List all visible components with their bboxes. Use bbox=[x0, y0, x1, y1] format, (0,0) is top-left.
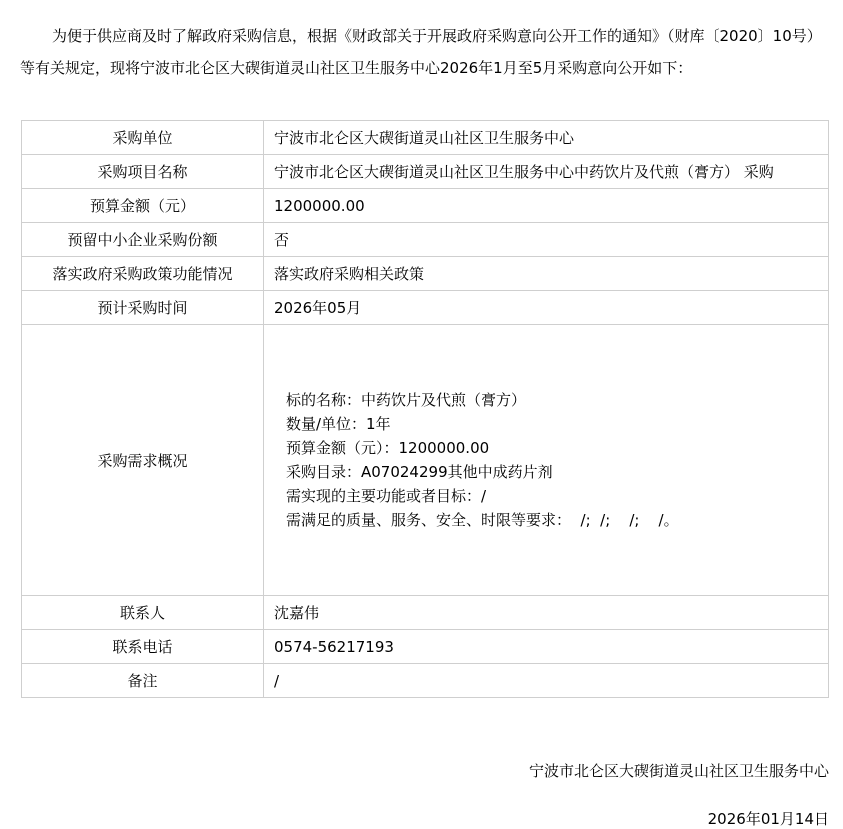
row-label-project-name: 采购项目名称 bbox=[22, 155, 264, 189]
row-label-contact: 联系人 bbox=[22, 596, 264, 630]
row-value-sme-share: 否 bbox=[264, 223, 829, 257]
row-value-contact: 沈嘉伟 bbox=[264, 596, 829, 630]
row-label-remarks: 备注 bbox=[22, 664, 264, 698]
row-label-budget: 预算金额（元） bbox=[22, 189, 264, 223]
table-row bbox=[22, 630, 829, 664]
row-label-phone: 联系电话 bbox=[22, 630, 264, 664]
requirement-line-quantity: 数量/单位：1年 bbox=[286, 415, 391, 433]
row-value-remarks: / bbox=[264, 664, 829, 698]
table-row bbox=[22, 291, 829, 325]
footer-organization: 宁波市北仑区大碶街道灵山社区卫生服务中心 bbox=[528, 762, 829, 780]
row-value-requirements bbox=[264, 325, 829, 596]
row-value-policy: 落实政府采购相关政策 bbox=[264, 257, 829, 291]
requirement-line-budget: 预算金额（元）：1200000.00 bbox=[286, 439, 490, 457]
row-label-requirements: 采购需求概况 bbox=[22, 325, 264, 596]
row-value-budget: 1200000.00 bbox=[264, 189, 829, 223]
requirement-line-quality: 需满足的质量、服务、安全、时限等要求： /; /; /; /。 bbox=[286, 511, 679, 529]
row-label-sme-share: 预留中小企业采购份额 bbox=[22, 223, 264, 257]
row-label-expected-time: 预计采购时间 bbox=[22, 291, 264, 325]
requirement-line-catalog: 采购目录：A07024299其他中成药片剂 bbox=[286, 463, 553, 481]
requirements-list bbox=[274, 388, 818, 532]
table-row bbox=[22, 189, 829, 223]
table-row bbox=[22, 257, 829, 291]
row-label-policy: 落实政府采购政策功能情况 bbox=[22, 257, 264, 291]
table-row bbox=[22, 223, 829, 257]
requirement-line-goals: 需实现的主要功能或者目标：/ bbox=[286, 487, 487, 505]
table-row bbox=[22, 121, 829, 155]
footer-date: 2026年01月14日 bbox=[707, 810, 829, 828]
row-value-purchaser: 宁波市北仑区大碶街道灵山社区卫生服务中心 bbox=[264, 121, 829, 155]
table-row bbox=[22, 155, 829, 189]
row-value-project-name: 宁波市北仑区大碶街道灵山社区卫生服务中心中药饮片及代煎（膏方） 采购 bbox=[264, 155, 829, 189]
row-value-phone: 0574-56217193 bbox=[264, 630, 829, 664]
table-row bbox=[22, 325, 829, 596]
row-label-purchaser: 采购单位 bbox=[22, 121, 264, 155]
procurement-info-table bbox=[21, 120, 829, 698]
intro-paragraph: 为便于供应商及时了解政府采购信息，根据《财政部关于开展政府采购意向公开工作的通知》（财库〔2020〕10号）等有关规定，现将宁波市北仑区大碶街道灵山社区卫生服务中心2026年1月至5月采购意向公开如下： bbox=[20, 27, 822, 77]
table-row bbox=[22, 596, 829, 630]
row-value-expected-time: 2026年05月 bbox=[264, 291, 829, 325]
requirement-line-item-name: 标的名称：中药饮片及代煎（膏方） bbox=[286, 391, 527, 409]
table-row bbox=[22, 664, 829, 698]
